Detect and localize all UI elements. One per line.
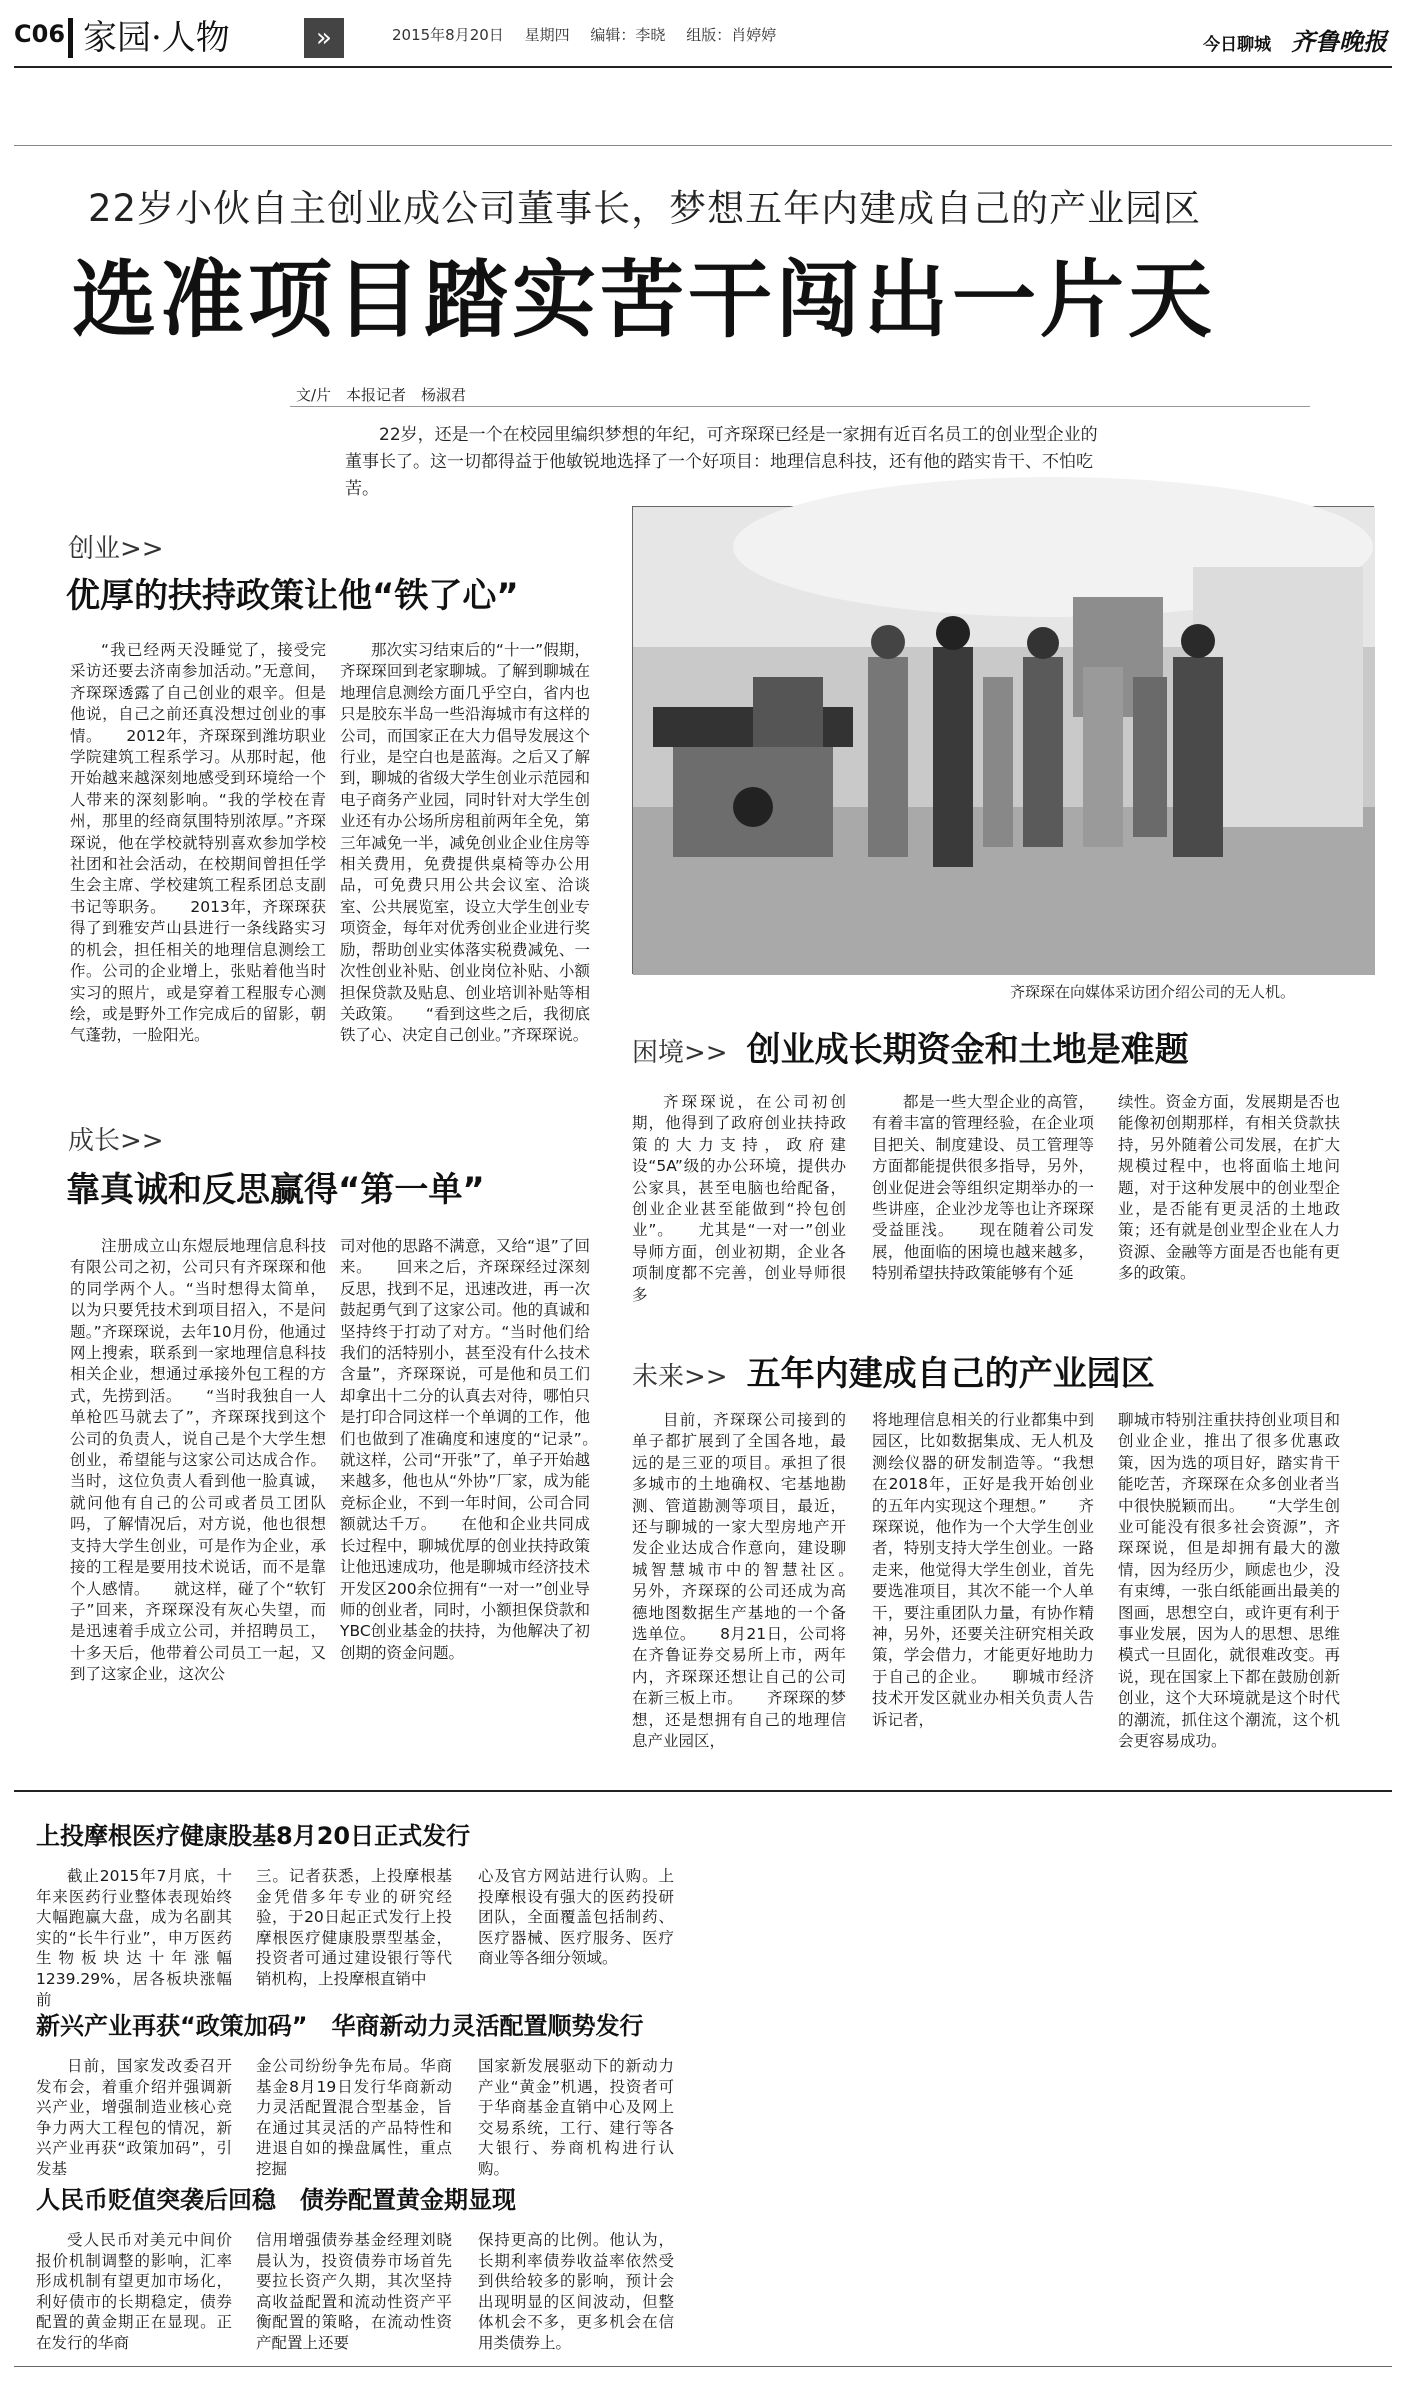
bottom-rule xyxy=(14,2366,1392,2367)
brief-column xyxy=(478,2230,674,2358)
column-text: 将地理信息相关的行业都集中到园区，比如数据集成、无人机及测绘仪器的研发制造等。“我想在2018年，正好是我开始创业的五年内实现这个理想。” 齐琛琛说，他作为一个大学生创业者，特别支持大学生创业。一路走来，他觉得大学生创业，首先要选准项目，其次不能一个人单干，要注重团队力量，有协作精神，另外，还要关注研究相关政策，学会借力，才能更好地助力于自己的企业。 聊城市经济技术开发区就业办相关负责人告诉记者， xyxy=(872,1411,1094,1729)
brief-title: 上投摩根医疗健康股基8月20日正式发行 xyxy=(36,1822,471,1850)
byline-rule xyxy=(290,406,1310,407)
brief-title: 新兴产业再获“政策加码” 华商新动力灵活配置顺势发行 xyxy=(36,2012,644,2040)
brief-column xyxy=(36,2230,232,2358)
article-column xyxy=(632,1092,846,1332)
article-column xyxy=(1118,1092,1340,1332)
proofreader-credit: 组版：肖婷婷 xyxy=(686,26,777,44)
brief-column xyxy=(36,2056,232,2178)
brief-text: 金公司纷纷争先布局。华商基金8月19日发行华商新动力灵活配置混合型基金，旨在通过其灵活的产品特性和进退自如的操盘属性，重点挖掘 xyxy=(256,2057,452,2178)
masthead xyxy=(0,0,1409,80)
chevron-icon: » xyxy=(304,18,344,58)
column-text: “我已经两天没睡觉了，接受完采访还要去济南参加活动。”无意间，齐琛琛透露了自己创业的艰辛。但是他说，自己之前还真没想过创业的事情。 2012年，齐琛琛到潍坊职业学院建筑工程系学习。从那时起，他开始越来越深刻地感受到环境给一个人带来的深刻影响。“我的学校在青州，那里的经商氛围特别浓厚。”齐琛琛说，他在学校就特别喜欢参加学校社团和社会活动，在校期间曾担任学生会主席、学校建筑工程系团总支副书记等职务。 2013年，齐琛琛获得了到雅安芦山县进行一条线路实习的机会，担任相关的地理信息测绘工作。公司的企业增上，张贴着他当时实习的照片，或是穿着工程服专心测绘，或是野外工作完成后的留影，朝气蓬勃，一脸阳光。 xyxy=(70,641,326,1045)
section-title-future: 五年内建成自己的产业园区 xyxy=(746,1354,1155,1394)
edition-name: 今日聊城 xyxy=(1203,35,1272,55)
brief-column xyxy=(256,2056,452,2178)
brief-text: 日前，国家发改委召开发布会，着重介绍并强调新兴产业，增强制造业核心竞争力两大工程包的情况，新兴产业再获“政策加码”，引发基 xyxy=(36,2057,232,2178)
brief-column xyxy=(478,1866,674,1990)
section-title-startup: 优厚的扶持政策让他“铁了心” xyxy=(66,576,519,616)
column-text: 齐琛琛说，在公司初创期，他得到了政府创业扶持政策的大力支持，政府建设“5A”级的办公环境，提供办公家具，甚至电脑也给配备，创业企业甚至能做到“拎包创业”。 尤其是“一对一”创业导师方面，创业初期，企业各项制度都不完善，创业导师很多 xyxy=(632,1093,846,1304)
column-text: 续性。资金方面，发展期是否也能像初创期那样，有相关贷款扶持，另外随着公司发展，在扩大规模过程中，也将面临土地问题，对于这种发展中的创业型企业，是否能有更灵活的土地政策；还有就是创业型企业在人力资源、金融等方面是否也能有更多的政策。 xyxy=(1118,1093,1340,1283)
brief-column xyxy=(36,1866,232,2009)
column-text: 目前，齐琛琛公司接到的单子都扩展到了全国各地，最远的是三亚的项目。承担了很多城市的土地确权、宅基地勘测、管道勘测等项目，最近，还与聊城的一家大型房地产开发企业达成合作意向，建设聊城智慧城市中的智慧社区。 另外，齐琛琛的公司还成为高德地图数据生产基地的一个备选单位。 8月21日，公司将在齐鲁证券交易所上市，两年内，齐琛琛还想让自己的公司在新三板上市。 齐琛琛的梦想，还是想拥有自己的地理信息产业园区， xyxy=(632,1411,878,1751)
section-header-future xyxy=(632,1346,1155,1395)
brief-text: 国家新发展驱动下的新动力产业“黄金”机遇，投资者可于华商基金直销中心及网上交易系统，工行、建行等各大银行、券商机构进行认购。 xyxy=(478,2057,674,2178)
section-label-startup: 创业>> xyxy=(68,534,164,564)
header-divider xyxy=(14,145,1392,146)
column-text: 注册成立山东煜辰地理信息科技有限公司之初，公司只有齐琛琛和他的同学两个人。“当时想得太简单，以为只要凭技术到项目招入，不是问题。”齐琛琛说，去年10月份，他通过网上搜索，联系到一家地理信息科技相关企业，想通过承接外包工程的方式，先捞到活。 “当时我独自一人单枪匹马就去了”，齐琛琛找到这个公司的负责人，说自己是个大学生想创业，希望能与这家公司达成合作。当时，这位负责人看到他一脸真诚，就问他有自己的公司或者员工团队吗，了解情况后，对方说，他也很想支持大学生创业，可是作为企业，承接的工程是要用技术说话，而不是靠个人感情。 就这样，碰了个“软钉子”回来，齐琛琛没有灰心失望，而是迅速着手成立公司，并招聘员工，十多天后，他带着公司员工一起，又到了这家企业，这次公 xyxy=(70,1237,326,1684)
section-label-future: 未来>> xyxy=(632,1362,728,1392)
story-divider xyxy=(14,1790,1392,1792)
section-header-difficulty xyxy=(632,1022,1189,1071)
section-title-difficulty: 创业成长期资金和土地是难题 xyxy=(746,1030,1189,1070)
lead-paragraph: 22岁，还是一个在校园里编织梦想的年纪，可齐琛琛已经是一家拥有近百名员工的创业型企业的董事长了。这一切都得益于他敏锐地选择了一个好项目：地理信息科技，还有他的踏实肯干、不怕吃苦。 xyxy=(345,425,1098,499)
section-label-growth: 成长>> xyxy=(68,1126,164,1156)
article-column xyxy=(632,1410,878,1760)
brief-column xyxy=(256,2230,452,2358)
byline: 文/片 本报记者 杨淑君 xyxy=(296,386,467,404)
article-column xyxy=(872,1410,1094,1760)
news-photo xyxy=(632,506,1374,974)
article-column xyxy=(70,640,326,1080)
issue-meta xyxy=(392,24,792,45)
section-name: 家园·人物 xyxy=(68,18,230,58)
issue-weekday: 星期四 xyxy=(524,26,570,44)
column-text: 司对他的思路不满意，又给“退”了回来。 回来之后，齐琛琛经过深刻反思，找到不足，迅速改进，再一次鼓起勇气到了这家公司。他的真诚和坚持终于打动了对方。“当时他们给我们的活特别小，甚至没有什么技术含量”，齐琛琛说，可是他和员工们却拿出十二分的认真去对待，哪怕只是打印合同这样一个单调的工作，他们也做到了准确度和速度的“记录”。 就这样，公司“开张”了，单子开始越来越多，他也从“外协”厂家，成为能竞标企业，不到一年时间，公司合同额就达千万。 在他和企业共同成长过程中，聊城优厚的创业扶持政策让他迅速成功，他是聊城市经济技术开发区200余位拥有“一对一”创业导师的创业者，同时，小额担保贷款和YBC创业基金的扶持，为他解决了初创期的资金问题。 xyxy=(340,1237,622,1662)
article-column xyxy=(872,1092,1094,1332)
editor-credit: 编辑：李晓 xyxy=(590,26,666,44)
headline-kicker: 22岁小伙自主创业成公司董事长，梦想五年内建成自己的产业园区 xyxy=(88,187,1202,230)
brief-text: 保持更高的比例。他认为，长期利率债券收益率依然受到供给较多的影响，预计会出现明显的区间波动，但整体机会不多，更多机会在信用类债券上。 xyxy=(478,2231,674,2352)
brief-column xyxy=(256,1866,452,1990)
article-column xyxy=(70,1236,326,1756)
column-text: 聊城市特别注重扶持创业项目和创业企业，推出了很多优惠政策，因为选的项目好，踏实肯干能吃苦，齐琛琛在众多创业者当中很快脱颖而出。 “大学生创业可能没有很多社会资源”，齐琛琛说，但是却拥有最大的激情，因为经历少，顾虑也少，没有束缚，一张白纸能画出最美的图画，思想空白，或许更有利于事业发展，因为人的思想、思维模式一旦固化，就很难改变。再说，现在国家上下都在鼓励创新创业，这个大环境就是这个时代的潮流，抓住这个潮流，这个机会更容易成功。 xyxy=(1118,1411,1340,1751)
brief-text: 心及官方网站进行认购。上投摩根设有强大的医药投研团队，全面覆盖包括制药、医疗器械、医疗服务、医疗商业等各细分领域。 xyxy=(478,1867,674,1968)
article-column xyxy=(1118,1410,1340,1760)
brief-column xyxy=(478,2056,674,2178)
column-text: 那次实习结束后的“十一”假期，齐琛琛回到老家聊城。了解到聊城在地理信息测绘方面几乎空白，省内也只是胶东半岛一些沿海城市有这样的公司，而国家正在大力倡导发展这个行业，是空白也是蓝海。之后又了解到，聊城的省级大学生创业示范园和电子商务产业园，同时针对大学生创业还有办公场所房租前两年全免，第三年减免一半，减免创业企业住房等相关费用，免费提供桌椅等办公用品，可免费只用公共会议室、洽谈室、公共展览室，设立大学生创业专项资金，每年对优秀创业企业进行奖励，帮助创业实体落实税费减免、一次性创业补贴、创业岗位补贴、小额担保贷款及贴息、创业培训补贴等相关政策。 “看到这些之后，我彻底铁了心、决定自己创业。”齐琛琛说。 xyxy=(340,641,590,1045)
section-title-growth: 靠真诚和反思赢得“第一单” xyxy=(66,1170,485,1210)
page-number: C06 xyxy=(14,20,66,48)
article-column xyxy=(340,1236,622,1756)
photo-caption: 齐琛琛在向媒体采访团介绍公司的无人机。 xyxy=(1010,983,1296,1001)
brief-text: 三。记者获悉，上投摩根基金凭借多年专业的研究经验，于20日起正式发行上投摩根医疗健康股票型基金，投资者可通过建设银行等代销机构，上投摩根直销中 xyxy=(256,1867,452,1988)
edition-block xyxy=(1203,22,1387,57)
issue-date: 2015年8月20日 xyxy=(392,26,504,44)
brief-text: 截止2015年7月底，十年来医药行业整体表现始终大幅跑赢大盘，成为名副其实的“长牛行业”，申万医药生物板块达十年涨幅1239.29%，居各板块涨幅前 xyxy=(36,1867,232,2009)
brief-title: 人民币贬值突袭后回稳 债券配置黄金期显现 xyxy=(36,2186,516,2214)
brief-text: 信用增强债券基金经理刘晓晨认为，投资债券市场首先要拉长资产久期，其次坚持高收益配置和流动性资产平衡配置的策略，在流动性资产配置上还要 xyxy=(256,2231,452,2352)
article-column xyxy=(340,640,590,1100)
column-text: 都是一些大型企业的高管，有着丰富的管理经验，在企业项目把关、制度建设、员工管理等方面都能提供很多指导，另外，创业促进会等组织定期举办的一些讲座，企业沙龙等也让齐琛琛受益匪浅。 现在随着公司发展，他面临的困境也越来越多，特别希望扶持政策能够有个延 xyxy=(872,1093,1094,1283)
main-headline: 选准项目踏实苦干闯出一片天 xyxy=(72,251,1217,349)
brand-logo: 齐鲁晚报 xyxy=(1291,27,1387,56)
photo-illustration xyxy=(633,507,1375,975)
top-rule xyxy=(14,66,1392,68)
section-label-difficulty: 困境>> xyxy=(632,1038,728,1068)
brief-text: 受人民币对美元中间价报价机制调整的影响，汇率形成机制有望更加市场化，利好债市的长期稳定，债券配置的黄金期正在显现。正在发行的华商 xyxy=(36,2231,232,2352)
